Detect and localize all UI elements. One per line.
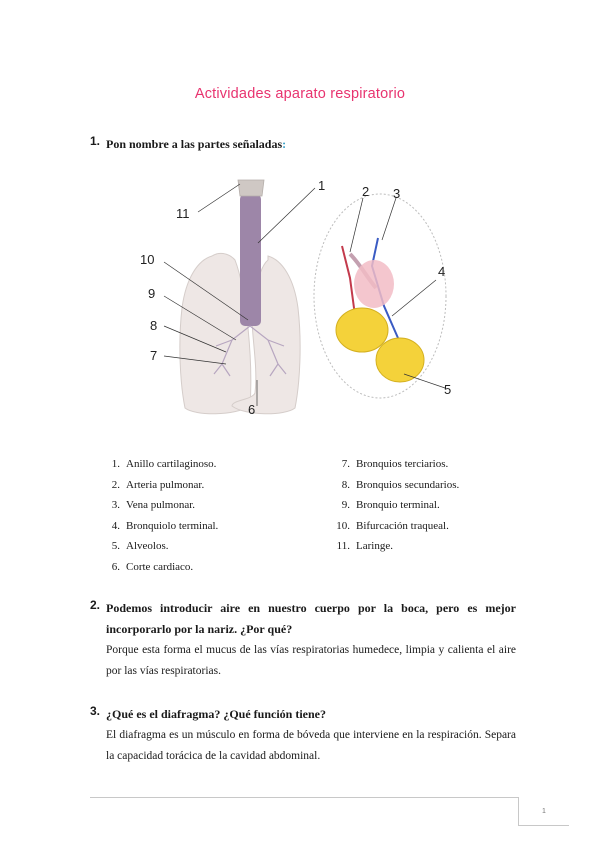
label-4: 4 bbox=[438, 264, 446, 279]
label-8: 8 bbox=[150, 318, 158, 333]
legend-number: 7. bbox=[341, 458, 350, 470]
legend-item bbox=[330, 536, 459, 557]
callout-3 bbox=[382, 198, 396, 240]
callout-5 bbox=[404, 374, 445, 388]
question-3 bbox=[90, 704, 516, 767]
callout-11 bbox=[198, 184, 240, 212]
answer-text: El diafragma es un músculo en forma de bóveda que interviene en la respiración. Separa la capacidad torácica de la cavidad abdominal. bbox=[106, 729, 516, 762]
label-6: 6 bbox=[248, 402, 256, 417]
legend-number: 11. bbox=[336, 540, 350, 553]
question-number: 2. bbox=[90, 598, 101, 612]
legend-text: Alveolos. bbox=[126, 540, 169, 553]
legend-number: 1. bbox=[111, 458, 120, 470]
alveoli-cluster-2 bbox=[376, 338, 424, 382]
legend-item bbox=[330, 495, 459, 516]
legend-number: 8. bbox=[341, 478, 350, 491]
legend-text: Bronquios terciarios. bbox=[356, 458, 449, 470]
label-7: 7 bbox=[150, 348, 158, 363]
legend-item bbox=[100, 454, 218, 475]
question-2 bbox=[90, 598, 516, 682]
legend-item bbox=[330, 516, 459, 537]
answer-text: Porque esta forma el mucus de las vías respiratorias humedece, limpia y calienta el aire por las vías respiratorias. bbox=[106, 644, 516, 677]
footer-rule bbox=[90, 797, 518, 798]
legend-number: 2. bbox=[111, 478, 120, 491]
legend-text: Laringe. bbox=[356, 540, 393, 553]
legend-text: Bronquios secundarios. bbox=[356, 478, 460, 491]
alveoli-cluster-1 bbox=[336, 308, 388, 352]
callout-2 bbox=[350, 198, 363, 252]
legend-text: Corte cardiaco. bbox=[126, 560, 194, 573]
label-10: 10 bbox=[140, 252, 155, 267]
question-number: 1. bbox=[90, 134, 101, 148]
label-1: 1 bbox=[318, 178, 326, 193]
page-title: Actividades aparato respiratorio bbox=[194, 86, 406, 102]
question-colon: : bbox=[282, 137, 287, 151]
legend-item bbox=[100, 557, 218, 578]
callout-1 bbox=[258, 188, 315, 243]
question-text: ¿Qué es el diafragma? ¿Qué función tiene? bbox=[106, 707, 326, 721]
question-text bbox=[106, 134, 516, 155]
label-5: 5 bbox=[444, 382, 452, 397]
legend-number: 4. bbox=[111, 519, 120, 532]
legend-text: Vena pulmonar. bbox=[126, 499, 196, 512]
legend-item bbox=[100, 495, 218, 516]
question-text: Podemos introducir aire en nuestro cuerpo por la boca, pero es mejor incorporarlo por la nariz. ¿Por qué? bbox=[106, 601, 516, 636]
legend-text: Bifurcación traqueal. bbox=[356, 519, 449, 532]
bronchiole-cluster bbox=[354, 260, 394, 308]
legend-text: Arteria pulmonar. bbox=[126, 478, 205, 491]
larynx bbox=[238, 180, 264, 196]
trachea bbox=[240, 194, 261, 326]
legend-item bbox=[330, 454, 459, 475]
legend-text: Bronquiolo terminal. bbox=[126, 519, 219, 532]
legend-number: 10. bbox=[336, 519, 350, 532]
label-2: 2 bbox=[362, 184, 370, 199]
legend-text: Anillo cartilaginoso. bbox=[126, 458, 217, 470]
legend-item bbox=[330, 475, 459, 496]
legend-number: 3. bbox=[111, 499, 120, 512]
label-3: 3 bbox=[393, 186, 401, 201]
legend-item bbox=[100, 475, 218, 496]
legend-number: 9. bbox=[341, 499, 350, 512]
respiratory-diagram bbox=[140, 168, 460, 420]
question-1-text: Pon nombre a las partes señaladas bbox=[106, 137, 283, 151]
question-1 bbox=[90, 134, 516, 155]
legend-right bbox=[330, 454, 459, 557]
legend-item bbox=[100, 536, 218, 557]
legend-number: 6. bbox=[111, 560, 120, 573]
page-number: 1 bbox=[518, 797, 569, 826]
legend-text: Bronquio terminal. bbox=[356, 499, 440, 512]
legend-number: 5. bbox=[111, 540, 120, 553]
legend-left bbox=[100, 454, 218, 578]
label-9: 9 bbox=[148, 286, 156, 301]
label-11: 11 bbox=[176, 206, 190, 221]
callout-4 bbox=[392, 280, 436, 316]
question-number: 3. bbox=[90, 704, 101, 718]
legend-item bbox=[100, 516, 218, 537]
